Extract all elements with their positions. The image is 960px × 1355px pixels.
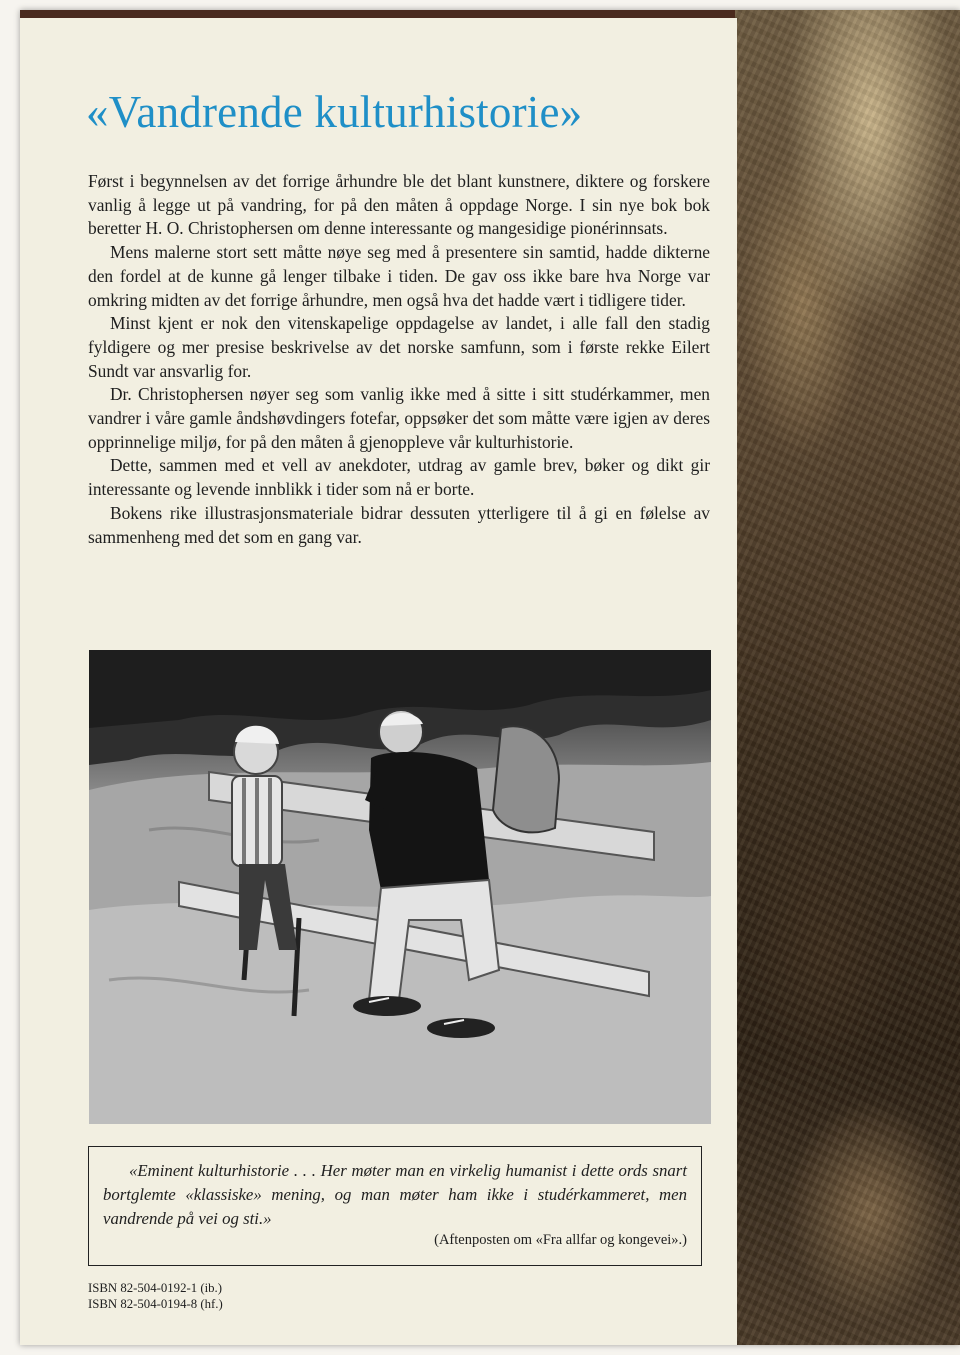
isbn-block <box>88 1280 223 1312</box>
book-back-cover <box>20 10 960 1345</box>
text-panel <box>20 18 737 1345</box>
painting-texture <box>735 10 960 1345</box>
blurb-paragraph: Mens malerne stort sett måtte nøye seg med å presentere sin samtid, hadde dikterne den fordel at de kunne gå lenger tilbake i tiden. De gav oss ikke bare hva Norge var omkring midten av det forrige århundre, men også hva det hadde vært i tidligere tider. <box>88 242 710 310</box>
isbn-paperback: ISBN 82-504-0194-8 (hf.) <box>88 1297 223 1311</box>
author-photo-illustration <box>89 650 711 1124</box>
review-source: (Aftenposten om «Fra allfar og kongevei».) <box>434 1232 687 1248</box>
author-photo <box>89 650 711 1124</box>
blurb-paragraph: Bokens rike illustrasjonsmateriale bidrar dessuten ytterligere til å gi en følelse av sammenheng med det som en gang var. <box>88 502 710 547</box>
cover-title: «Vandrende kulturhistorie» <box>86 87 583 137</box>
blurb-paragraph: Først i begynnelsen av det forrige århundre ble det blant kunstnere, diktere og forskere vanlig å legge ut på vandring, for på den måten å oppdage Norge. I sin nye bok bok beretter H. O. Christophersen om denne interessante og mangesidige pionérinnsats. <box>88 171 710 239</box>
blurb-paragraph: Dr. Christophersen nøyer seg som vanlig ikke med å sitte i sitt studérkammer, men vandrer i våre gamle åndshøvdingers fotefar, oppsøker det som måtte være igjen av deres opprinnelige miljø, for på den måten å gjenoppleve vår kulturhistorie. <box>88 384 710 452</box>
blurb-paragraph: Dette, sammen med et vell av anekdoter, utdrag av gamle brev, bøker og dikt gir interessante og levende innblikk i tider som nå er borte. <box>88 455 710 500</box>
blurb-paragraph: Minst kjent er nok den vitenskapelige oppdagelse av landet, i alle fall den stadig fyldigere og mer presise beskrivelse av det norske samfunn, som i første rekke Eilert Sundt var ansvarlig for. <box>88 313 710 381</box>
review-quote-box <box>88 1146 702 1266</box>
blurb-text <box>88 170 710 549</box>
review-quote: «Eminent kulturhistorie . . . Her møter man en virkelig humanist i dette ords snart bortglemte «klassiske» mening, og man møter ham ikke i studérkammeret, men vandrende på vei og sti.» <box>103 1161 687 1228</box>
cover-painting-strip <box>735 10 960 1345</box>
isbn-hardcover: ISBN 82-504-0192-1 (ib.) <box>88 1281 222 1295</box>
